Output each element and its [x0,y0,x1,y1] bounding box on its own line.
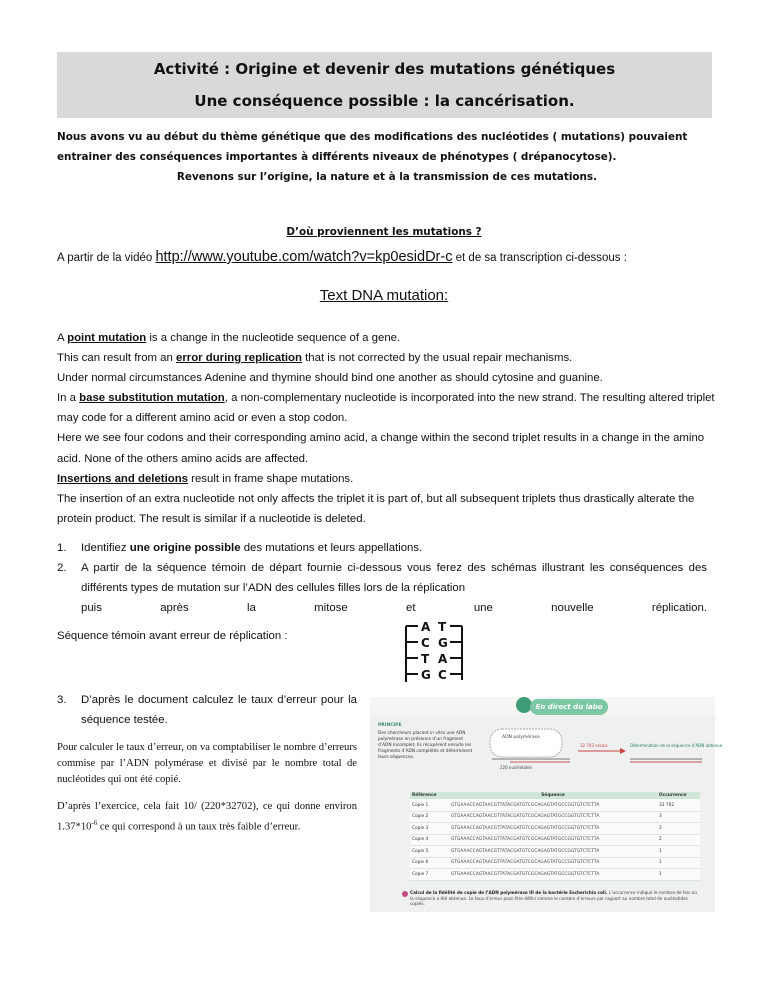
cell-ref: Copie 4 [410,834,449,846]
term-insertions-deletions: Insertions and deletions [57,472,189,485]
cell-seq: GTGAAACCAGTAACGTTATACGATGTCGCAGAGTATGCCGGTGTCTCTTA [449,869,657,881]
answer-paragraph-1: Pour calculer le taux d’erreur, on va comptabiliser le nombre d’erreurs commise par l’ADN polymérase et divisé par le nombre total de nucléotides qui ont été copié. [57,742,357,786]
schema-label-length: 220 nucléotides [500,765,532,770]
term-base-substitution: base substitution mutation [79,392,225,405]
base-left-4: G [421,668,431,682]
caption-bullet-icon [402,891,408,897]
question-2 [57,558,707,618]
cell-occ: 2 [657,823,700,835]
header-occurrence: Occurrence [657,792,700,800]
table-row [410,869,700,881]
cell-seq: GTGAAACCAGTAACGTTATACGATGTCGCAGAGTATGCCGGTGTCTCTTA [449,811,657,823]
text-span: In a [57,392,80,405]
schema-label-polymerase: ADN polymérase [502,735,540,740]
question-2-text-end: puis après la mitose et une nouvelle réplication. [81,602,707,614]
intro-line-2: Revenons sur l’origine, la nature et à la transmission de ces mutations. [176,171,598,183]
transcript-line [57,388,721,428]
base-right-2: G [438,636,448,650]
base-left-2: C [421,636,430,650]
question-number: 3. [57,694,67,706]
cell-occ: 1 [657,846,700,858]
transcript-body [57,328,721,529]
header-sequence: Séquence [449,792,657,800]
cell-seq: GTGAAACCAGTAACGTTATACGATGTCGCAGAGTATGCCGGTGTCTCTTA [449,834,657,846]
lab-badge: En direct du labo [530,699,608,715]
question-1 [57,538,707,558]
sequence-table [410,792,700,881]
question-1-emphasis: une origine possible [129,542,241,554]
base-right-3: A [438,652,448,666]
cell-occ: 3 [657,811,700,823]
cell-seq: GTGAAACCAGTAACGTTATACGATGTCGCAGAGTATGCCGGTGTCTCTTA [449,823,657,835]
cell-seq: GTGAAACCAGTAACGTTATACGATGTCGCAGAGTATGCCGGTGTCTCTTA [449,857,657,869]
base-right-1: T [438,620,447,634]
text-span: result in frame shape mutations. [188,472,354,485]
base-right-4: C [438,668,447,682]
cell-occ: 2 [657,834,700,846]
cell-ref: Copie 2 [410,811,449,823]
schema-label-sequencing: Détermination de la séquence d’ADN obtenue [630,743,723,748]
video-reference [57,247,717,268]
table-row [410,811,700,823]
question-3-text: D’après le document calculez le taux d’erreur pour la séquence testée. [81,694,357,726]
question-3 [57,690,357,730]
table-header-row [410,792,700,800]
video-suffix: et de sa transcription ci-dessous : [452,252,627,264]
cell-ref: Copie 1 [410,800,449,812]
cell-ref: Copie 7 [410,869,449,881]
text-span: is a change in the nucleotide sequence of a gene. [146,332,401,344]
transcript-line [57,328,721,348]
exponent: -6 [91,818,98,827]
video-link[interactable]: http://www.youtube.com/watch?v=kp0esidDr-c [155,249,453,265]
transcript-line [57,469,721,489]
title-banner [57,52,712,118]
question-list [57,538,707,618]
text-span: des mutations et leurs appellations. [240,542,423,554]
transcript-line: Here we see four codons and their corresponding amino acid, a change within the second triplet results in a change in the amino acid. None of the others amino acids are affected. [57,432,705,465]
intro-paragraph [57,127,717,187]
lab-document-image [370,697,723,912]
cell-occ: 32 702 [657,800,700,812]
text-span: This can result from an [57,352,177,365]
table-row [410,823,700,835]
text-span: D’après l’exercice, cela fait 10/ (220*32702), ce qui donne environ 1.37*10 [57,800,357,833]
caption-title: Calcul de la fidélité de copie de l’ADN polymérase III de la bactérie Escherichia coli. [410,890,608,895]
text-span: Identifiez [81,542,130,554]
transcript-line: The insertion of an extra nucleotide not only affects the triplet it is part of, but all subsequent triplets thus drastically alterate the protein product. The result is similar if a nucleotide is deleted. [57,492,695,525]
text-span: , a non-complementary nucleotide is incorporated into the new strand. The resulting altered triplet may code for a different amino acid or even a stop codon. [57,392,715,425]
table-row [410,846,700,858]
term-point-mutation: point mutation [67,332,147,344]
dna-ladder-diagram [404,622,464,684]
caption-text: L’occurrence indique le nombre de fois où la séquence a été obtenue. Le taux d’erreur peut être défini comme le nombre d’erreurs par rapport au nombre total de nucléotides copiés. [410,890,697,906]
cell-occ: 1 [657,869,700,881]
principe-text: Des chercheurs placent in vitro une ADN polymérase en présence d’un fragment d’ADN incomplet. Ils récupèrent ensuite les fragments d’ADN complétés et déterminent leurs séquences. [378,731,473,760]
page-subtitle: Une conséquence possible : la cancérisation. [194,92,575,110]
table-row [410,857,700,869]
cell-ref: Copie 3 [410,823,449,835]
question-number: 1. [57,542,67,554]
text-span: A [57,332,68,344]
cell-seq: GTGAAACCAGTAACGTTATACGATGTCGCAGAGTATGCCGGTGTCTCTTA [449,800,657,812]
table-row [410,800,700,812]
transcript-title: Text DNA mutation: [319,287,449,304]
answer-paragraph-2 [57,799,357,836]
page-title: Activité : Origine et devenir des mutations génétiques [153,60,616,78]
text-span: ce qui correspond à un taux très faible d’erreur. [97,821,301,833]
schema-label-trials: 32 702 essais [580,743,608,748]
answer-block [57,740,357,846]
base-left-1: A [421,620,431,634]
header-reference: Référence [410,792,449,800]
principe-label: PRINCIPE [378,723,402,728]
cell-seq: GTGAAACCAGTAACGTTATACGATGTCGCAGAGTATGCCGGTGTCTCTTA [449,846,657,858]
table-row [410,834,700,846]
text-span: that is not corrected by the usual repair mechanisms. [301,352,573,365]
base-left-3: T [421,652,430,666]
question-number: 2. [57,562,67,574]
cell-ref: Copie 6 [410,857,449,869]
cell-occ: 1 [657,857,700,869]
document-caption [410,890,700,907]
transcript-line [57,348,721,368]
question-2-text: A partir de la séquence témoin de départ fournie ci-dessous vous ferez des schémas illustrant les conséquences des différents types de mutation sur l’ADN des cellules filles lors de la réplication [81,562,707,594]
video-prefix: A partir de la vidéo [57,252,153,264]
section-question-title: D’où proviennent les mutations ? [286,226,482,238]
term-error-replication: error during replication [176,352,302,365]
cell-ref: Copie 5 [410,846,449,858]
control-sequence-label: Séquence témoin avant erreur de réplication : [57,630,288,642]
replication-schema [480,721,723,781]
transcript-line: Under normal circumstances Adenine and thymine should bind one another as should cytosine and guanine. [57,372,603,385]
intro-line-1: Nous avons vu au début du thème génétique que des modifications des nucléotides ( mutations) pouvaient entrainer des conséquences importantes à différents niveaux de phénotypes ( drépanocytose). [57,131,688,163]
